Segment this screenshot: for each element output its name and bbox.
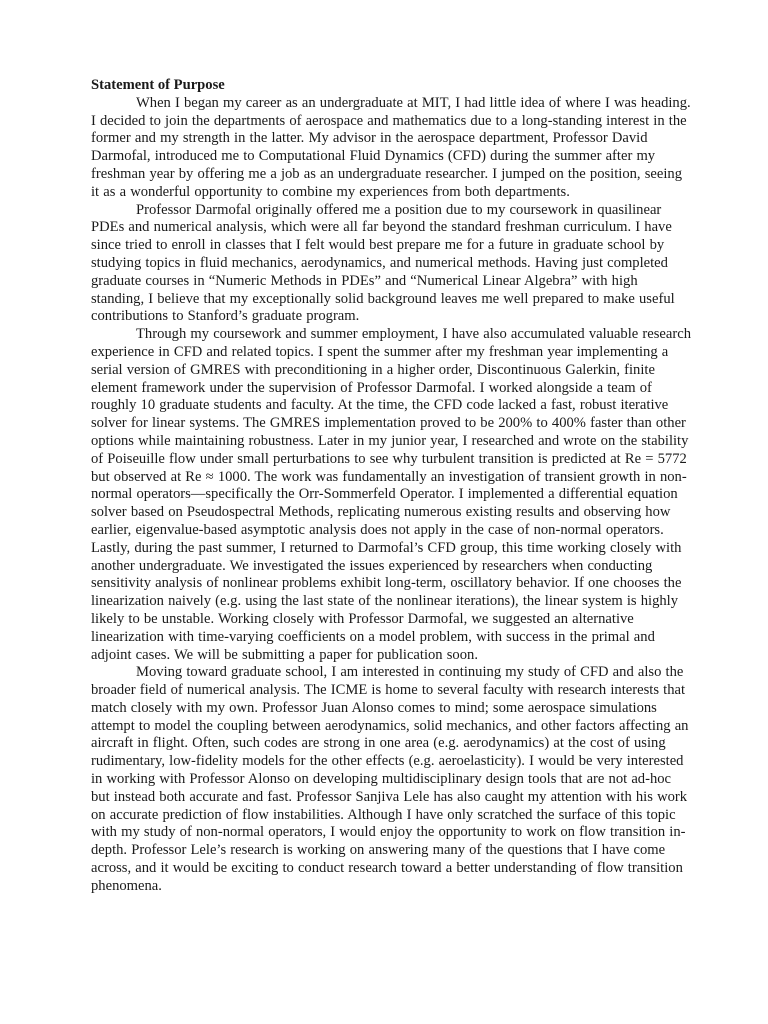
paragraph-coursework: Professor Darmofal originally offered me a position due to my coursework in quasilinear PDEs and numerical analysis, which were all far beyond the standard freshman curriculum. I have since tried to enroll in classes that I felt would best prepare me for a future in graduate school by studying topics in fluid mechanics, aerodynamics, and numerical methods. Having just completed graduate courses in “Numeric Methods in PDEs” and “Numerical Linear Algebra” with high standing, I believe that my exceptionally solid background leaves me well prepared to make useful contributions to Stanford’s graduate program. <box>91 201 675 325</box>
paragraph-graduate-interests: Moving toward graduate school, I am interested in continuing my study of CFD and also the broader field of numerical analysis. The ICME is home to several faculty with research interests that match closely with my own. Professor Juan Alonso comes to mind; some aerospace simulations attempt to model the coupling between aerodynamics, solid mechanics, and other factors affecting an aircraft in flight. Often, such codes are strong in one area (e.g. aerodynamics) at the cost of using rudimentary, low-fidelity models for the other effects (e.g. aeroelasticity). I would be very interested in working with Professor Alonso on developing multidisciplinary design tools that are not ad-hoc but instead both accurate and fast. Professor Sanjiva Lele has also caught my attention with his work on accurate prediction of flow instabilities. Although I have only scratched the surface of this topic with my study of non-normal operators, I would enjoy the opportunity to work on flow transition in-depth. Professor Lele’s research is working on answering many of the questions that I have come across, and it would be exciting to conduct research toward a better understanding of flow transition phenomena. <box>91 664 689 894</box>
document-title: Statement of Purpose <box>91 77 225 93</box>
document-body <box>91 77 691 896</box>
paragraph-intro: When I began my career as an undergraduate at MIT, I had little idea of where I was heading. I decided to join the departments of aerospace and mathematics due to a long-standing interest in the former and my strength in the latter. My advisor in the aerospace department, Professor David Darmofal, introduced me to Computational Fluid Dynamics (CFD) during the summer after my freshman year by offering me a job as an undergraduate researcher. I jumped on the position, seeing it as a wonderful opportunity to combine my experiences from both departments. <box>91 94 691 200</box>
paragraph-research: Through my coursework and summer employment, I have also accumulated valuable research experience in CFD and related topics. I spent the summer after my freshman year implementing a serial version of GMRES with preconditioning in a higher order, Discontinuous Galerkin, finite element framework under the supervision of Professor Darmofal. I worked alongside a team of roughly 10 graduate students and faculty. At the time, the CFD code lacked a fast, robust iterative solver for linear systems. The GMRES implementation proved to be 200% to 400% faster than other options while maintaining robustness. Later in my junior year, I researched and wrote on the stability of Poiseuille flow under small perturbations to see why turbulent transition is predicted at Re = 5772 but observed at Re ≈ 1000. The work was fundamentally an investigation of transient growth in non-normal operators—specifically the Orr-Sommerfeld Operator. I implemented a differential equation solver based on Pseudospectral Methods, replicating numerous existing results and observing how earlier, eigenvalue-based asymptotic analysis does not apply in the case of non-normal operators. Lastly, during the past summer, I returned to Darmofal’s CFD group, this time working closely with another undergraduate. We investigated the issues experienced by researchers when conducting sensitivity analysis of nonlinear problems exhibit long-term, oscillatory behavior. If one chooses the linearization naively (e.g. using the last state of the nonlinear iterations), the linear system is highly likely to be unstable. Working closely with Professor Darmofal, we suggested an alternative linearization with time-varying coefficients on a model problem, with success in the primal and adjoint cases. We will be submitting a paper for publication soon. <box>91 326 692 663</box>
